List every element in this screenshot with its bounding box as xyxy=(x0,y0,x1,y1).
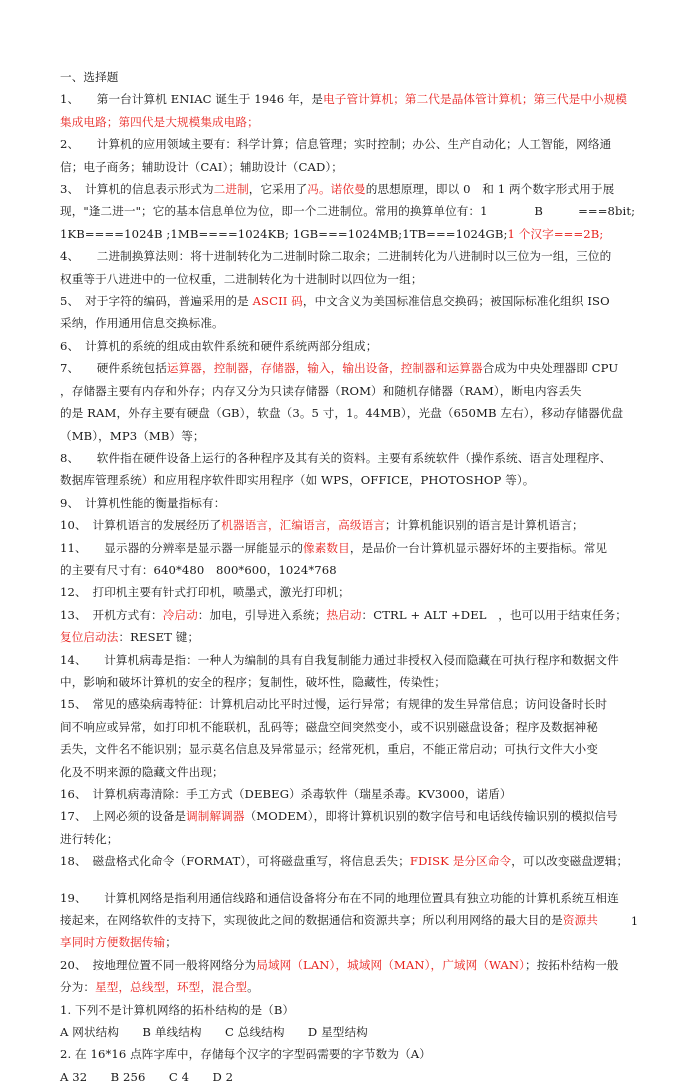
text-segment: 现，"逢二进一"；它的基本信息单位为位，即一个二进制位。常用的换算单位有：1 B ===8bit; xyxy=(60,204,636,219)
text-line xyxy=(60,1066,640,1088)
text-line xyxy=(60,402,640,424)
highlighted-text: 热启动 xyxy=(326,607,362,622)
text-segment: ，它采用了 xyxy=(248,182,308,197)
text-line xyxy=(60,514,640,536)
text-line xyxy=(60,290,640,312)
text-segment: A 32 B 256 C 4 D 2 xyxy=(60,1069,234,1084)
text-line xyxy=(60,245,640,267)
text-segment: （MB），MP3（MB）等； xyxy=(60,428,205,443)
highlighted-text: 冯。诺依曼 xyxy=(307,182,366,197)
text-line xyxy=(60,156,640,178)
question-list xyxy=(60,88,640,1088)
text-segment: 。 xyxy=(247,980,259,995)
text-segment: 7、 硬件系统包括 xyxy=(60,361,167,376)
section-heading: 一、选择题 xyxy=(60,70,119,84)
text-line xyxy=(60,335,640,357)
text-line xyxy=(60,111,640,133)
text-segment: 1、 第一台计算机 ENIAC 诞生于 1946 年，是 xyxy=(60,92,324,107)
text-segment: 3、 计算机的信息表示形式为 xyxy=(60,182,214,197)
text-line xyxy=(60,223,640,245)
blank-line xyxy=(60,873,640,887)
text-segment: （MODEM），即将计算机识别的数字信号和电话线传输识别的模拟信号 xyxy=(244,809,618,824)
text-line xyxy=(60,828,640,850)
highlighted-text: 资源共 xyxy=(562,913,598,928)
text-segment: 信；电子商务；辅助设计（CAI）；辅助设计（CAD）； xyxy=(60,159,343,174)
text-segment: 中，影响和破坏计算机的安全的程序；复制性，破坏性，隐藏性，传染性； xyxy=(60,674,446,689)
text-segment: 9、 计算机性能的衡量指标有： xyxy=(60,495,226,510)
text-segment: 20、 按地理位置不同一般将网络分为 xyxy=(60,957,257,972)
text-segment: 8、 软件指在硬件设备上运行的各种程序及其有关的资料。主要有系统软件（操作系统、语言处理程序、 xyxy=(60,450,612,465)
text-segment: 11、 显示器的分辨率是显示器一屏能显示的 xyxy=(60,540,304,555)
text-segment: A 网状结构 B 单线结构 C 总线结构 D 星型结构 xyxy=(60,1025,368,1040)
text-line xyxy=(60,649,640,671)
text-segment: 2. 在 16*16 点阵字库中，存储每个汉字的字型码需要的字节数为（A） xyxy=(60,1047,431,1062)
text-segment: 14、 计算机病毒是指：一种人为编制的具有自我复制能力通过非授权入侵而隐藏在可执行程序和数据文件 xyxy=(60,652,619,667)
text-segment: 合成为中央处理器即 CPU xyxy=(482,361,619,376)
text-line xyxy=(60,783,640,805)
text-segment: ，可以改变磁盘逻辑； xyxy=(511,854,629,869)
highlighted-text: 机器语言，汇编语言，高级语言 xyxy=(221,518,385,533)
text-segment: 进行转化； xyxy=(60,831,119,846)
text-line xyxy=(60,380,640,402)
highlighted-text: 冷启动 xyxy=(162,607,198,622)
text-segment: 16、 计算机病毒清除：手工方式（DEBEG）杀毒软件（瑞星杀毒。KV3000，诺盾） xyxy=(60,787,512,801)
text-line xyxy=(60,693,640,715)
text-segment: ，是品价一台计算机显示器好坏的主要指标。常见 xyxy=(349,540,608,555)
text-segment: 的是 RAM，外存主要有硬盘（GB），软盘（3。5 寸，1。44MB），光盘（650MB 左右），移动存储器优盘 xyxy=(60,406,624,421)
text-segment: 10、 计算机语言的发展经历了 xyxy=(60,518,222,533)
text-segment: 6、 计算机的系统的组成由软件系统和硬件系统两部分组成； xyxy=(60,338,378,353)
text-line xyxy=(60,761,640,783)
text-line xyxy=(60,492,640,514)
text-line xyxy=(60,200,640,222)
text-line xyxy=(60,909,640,931)
text-segment: 采纳，作用通用信息交换标准。 xyxy=(60,316,224,331)
text-segment: 1KB====1024B ;1MB====1024KB; 1GB===1024MB;1TB===1024GB; xyxy=(60,226,508,241)
text-line xyxy=(60,626,640,648)
text-segment: 1. 下列不是计算机网络的拓朴结构的是（B） xyxy=(60,1002,295,1017)
text-line xyxy=(60,357,640,379)
text-line xyxy=(60,469,640,491)
text-line xyxy=(60,999,640,1021)
text-segment: 17、 上网必须的设备是 xyxy=(60,809,187,824)
text-segment: 18、 磁盘格式化命令（FORMAT），可将磁盘重写，将信息丢失； xyxy=(60,854,410,869)
highlighted-text: 集成电路；第四代是大规模集成电路； xyxy=(60,114,259,129)
text-segment: 化及不明来源的隐藏文件出现； xyxy=(60,764,224,779)
text-segment: ； xyxy=(165,935,177,950)
text-segment: ：RESET 键； xyxy=(118,630,200,645)
text-segment: 19、 计算机网络是指利用通信线路和通信设备将分布在不同的地理位置具有独立功能的计算机系统互相连 xyxy=(60,890,619,905)
text-segment: 数据库管理系统）和应用程序软件即实用程序（如 WPS，OFFICE，PHOTOSHOP 等）。 xyxy=(60,473,535,488)
highlighted-text: 局域网（LAN），城域网（MAN），广域网（WAN） xyxy=(256,957,526,972)
highlighted-text: ASCII 码 xyxy=(252,294,303,309)
text-segment: 5、 对于字符的编码，普遍采用的是 xyxy=(60,294,253,309)
text-segment: 权重等于八进进中的一位权重，二进制转化为十进制时以四位为一组； xyxy=(60,271,423,286)
text-line xyxy=(60,954,640,976)
text-segment: 的思想原理，即以 0 和 1 两个数字形式用于展 xyxy=(365,182,615,197)
text-line xyxy=(60,312,640,334)
highlighted-text: 像素数目 xyxy=(303,540,350,555)
text-segment: ，中文含义为美国标准信息交换码；被国际标准化组织 ISO xyxy=(302,294,610,309)
text-line xyxy=(60,805,640,827)
text-segment: 13、 开机方式有： xyxy=(60,607,163,622)
text-segment: 12、 打印机主要有针式打印机，喷墨式，激光打印机； xyxy=(60,585,350,600)
text-segment: 15、 常见的感染病毒特征：计算机启动比平时过慢，运行异常；有规律的发生异常信息；访问设备时长时 xyxy=(60,697,608,712)
text-line xyxy=(60,447,640,469)
text-line xyxy=(60,931,640,953)
text-line xyxy=(60,178,640,200)
text-line xyxy=(60,133,640,155)
text-line xyxy=(60,716,640,738)
text-line xyxy=(60,850,640,872)
highlighted-text: 1 个汉字===2B; xyxy=(507,226,604,241)
text-line xyxy=(60,581,640,603)
text-line xyxy=(60,88,640,110)
text-line xyxy=(60,268,640,290)
text-line xyxy=(60,425,640,447)
text-segment: 4、 二进制换算法则：将十进制转化为二进制时除二取余；二进制转化为八进制时以三位为一组，三位的 xyxy=(60,249,612,264)
text-segment: ，存储器主要有内存和外存；内存又分为只读存储器（ROM）和随机存储器（RAM），断电内容丢失 xyxy=(60,383,582,398)
text-line xyxy=(60,671,640,693)
page-number: 1 xyxy=(631,915,638,928)
highlighted-text: 二进制 xyxy=(213,182,249,197)
text-segment: 接起来，在网络软件的支持下，实现彼此之间的数据通信和资源共享；所以利用网络的最大目的是 xyxy=(60,913,563,928)
text-segment: ：加电，引导进入系统； xyxy=(197,607,327,622)
text-segment: ；计算机能识别的语言是计算机语言； xyxy=(384,518,584,533)
text-line xyxy=(60,1043,640,1065)
text-line xyxy=(60,1021,640,1043)
highlighted-text: 运算器，控制器，存储器，输入，输出设备，控制器和运算器 xyxy=(166,361,483,376)
text-segment: 间不响应或异常，如打印机不能联机，乱码等；磁盘空间突然变小，或不识别磁盘设备；程序及数据神秘 xyxy=(60,719,598,734)
text-segment: 的主要有尺寸有：640*480 800*600，1024*768 xyxy=(60,562,337,577)
text-line xyxy=(60,976,640,998)
text-segment: 分为： xyxy=(60,980,96,995)
text-line xyxy=(60,738,640,760)
text-line xyxy=(60,887,640,909)
highlighted-text: FDISK 是分区命令 xyxy=(409,854,512,869)
text-segment: ；按拓朴结构一般 xyxy=(525,957,619,972)
highlighted-text: 享同时方便数据传输 xyxy=(60,935,166,950)
highlighted-text: 星型，总线型，环型，混合型 xyxy=(95,980,248,995)
text-line xyxy=(60,537,640,559)
text-segment: ：CTRL + ALT +DEL ，也可以用于结束任务； xyxy=(361,607,627,622)
text-segment: 2、 计算机的应用领域主要有：科学计算；信息管理；实时控制；办公、生产自动化；人工智能，网络通 xyxy=(60,137,612,152)
text-segment: 丢失，文件名不能识别；显示莫名信息及异常显示；经常死机，重启，不能正常启动；可执行文件大小变 xyxy=(60,742,598,757)
highlighted-text: 调制解调器 xyxy=(186,809,245,824)
highlighted-text: 电子管计算机；第二代是晶体管计算机；第三代是中小规模 xyxy=(323,92,628,107)
text-line xyxy=(60,559,640,581)
highlighted-text: 复位启动法 xyxy=(60,630,119,645)
text-line xyxy=(60,604,640,626)
